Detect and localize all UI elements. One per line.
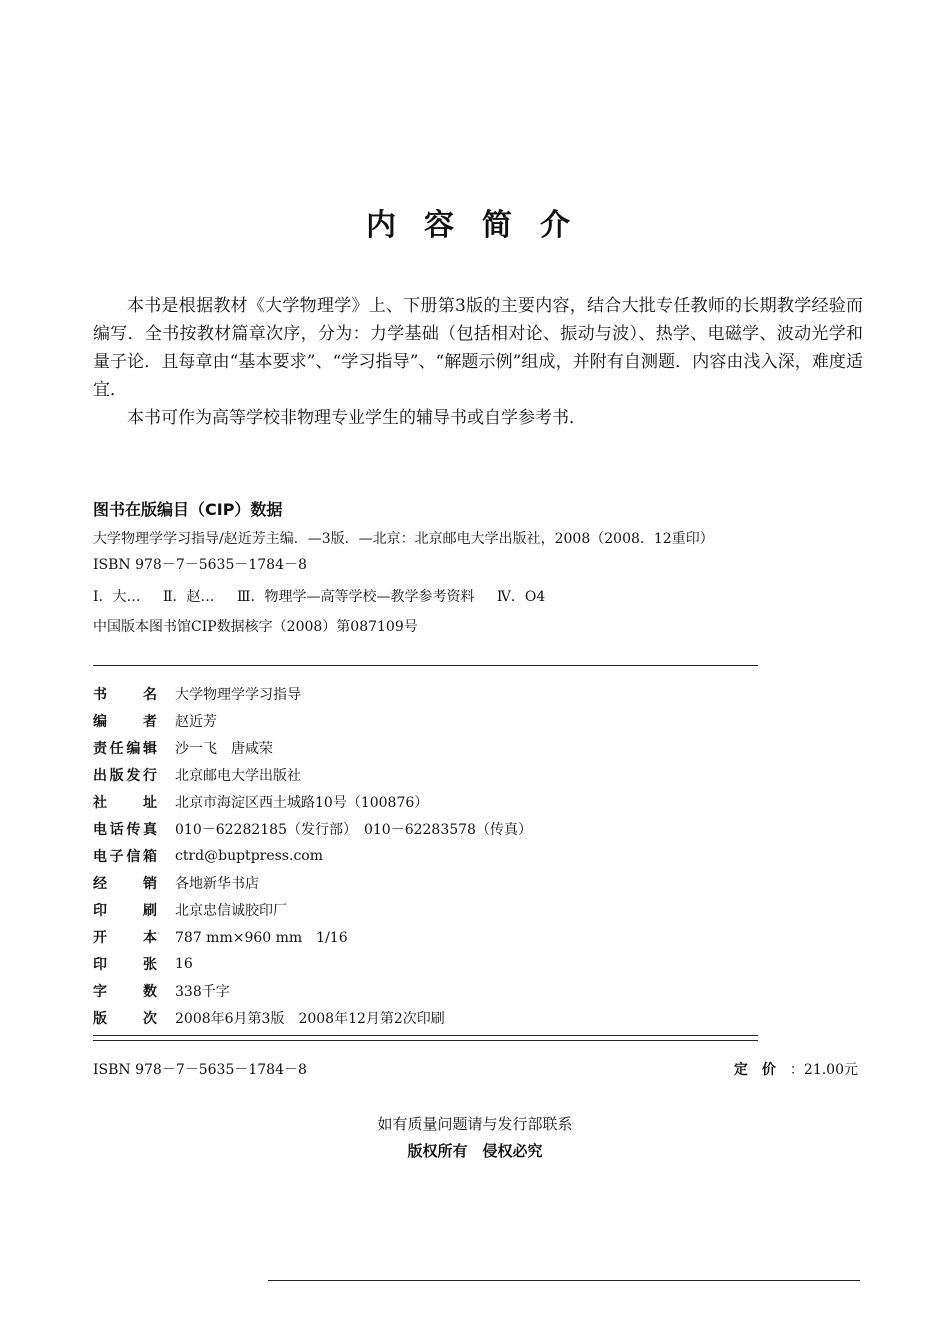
cip-number: 中国版本图书馆CIP数据核字（2008）第087109号 [93, 619, 418, 635]
info-label-char: 次 [143, 1010, 157, 1027]
info-row [93, 977, 758, 1004]
info-row [93, 761, 758, 788]
info-value: 沙一飞 唐咸荣 [175, 740, 273, 757]
info-label [93, 738, 157, 758]
cip-heading: 图书在版编目（CIP）数据 [93, 500, 283, 519]
info-label-char: 话 [109, 821, 124, 838]
info-value: 赵近芳 [175, 713, 217, 730]
info-label-char: 发 [126, 767, 141, 784]
info-value: 北京邮电大学出版社 [175, 767, 301, 784]
footer-isbn: ISBN 978－7－5635－1784－8 [93, 1062, 307, 1078]
cip-record: 大学物理学学习指导/赵近芳主编．—3版．—北京：北京邮电大学出版社，2008（2008．12重印） [93, 531, 714, 547]
info-label-char: 行 [142, 767, 157, 784]
info-label-char: 印 [93, 956, 107, 973]
cip-class-item: Ⅰ．大… [93, 589, 141, 605]
info-label-char: 出 [93, 767, 107, 784]
info-label-char: 版 [109, 767, 124, 784]
info-label-char: 传 [126, 821, 141, 838]
info-label-char: 辑 [142, 740, 157, 757]
info-label-char: 名 [143, 686, 157, 703]
info-label-char: 箱 [142, 848, 157, 865]
info-label [93, 954, 157, 974]
info-label [93, 981, 157, 1001]
info-label-char: 经 [93, 875, 107, 892]
info-row [93, 842, 758, 869]
info-label [93, 873, 157, 893]
info-label-char: 张 [143, 956, 157, 973]
publication-info [93, 680, 758, 1031]
divider [93, 1035, 758, 1036]
info-value: 010－62282185（发行部） 010－62283578（传真） [175, 821, 532, 838]
info-value: 北京市海淀区西土城路10号（100876） [175, 794, 429, 811]
quality-notice: 如有质量问题请与发行部联系 [377, 1115, 573, 1133]
cip-class-item: Ⅱ．赵… [162, 589, 215, 605]
info-row [93, 950, 758, 977]
info-label-char: 责 [93, 740, 107, 757]
price-value: ：21.00元 [789, 1062, 858, 1078]
info-label-char: 子 [109, 848, 124, 865]
info-label [93, 765, 157, 785]
info-label-char: 销 [143, 875, 157, 892]
info-label-char: 信 [126, 848, 141, 865]
info-row [93, 788, 758, 815]
cip-isbn: ISBN 978－7－5635－1784－8 [93, 557, 307, 573]
info-label-char: 社 [93, 794, 107, 811]
cip-class-item: Ⅲ．物理学—高等学校—教学参考资料 [236, 589, 475, 605]
info-label-char: 编 [126, 740, 141, 757]
intro-section [93, 292, 863, 432]
info-row [93, 680, 758, 707]
page-title: 内容简介 [366, 208, 598, 243]
info-label [93, 684, 157, 704]
info-label [93, 819, 157, 839]
info-row [93, 896, 758, 923]
info-row [93, 734, 758, 761]
cip-block [93, 497, 773, 636]
info-label-char: 真 [142, 821, 157, 838]
info-label-char: 开 [93, 929, 107, 946]
info-label-char: 字 [93, 983, 107, 1000]
info-row [93, 869, 758, 896]
info-label [93, 900, 157, 920]
info-label-char: 编 [93, 713, 107, 730]
info-label [93, 1008, 157, 1028]
info-value: 大学物理学学习指导 [175, 686, 301, 703]
price-label: 定 价 [733, 1062, 776, 1078]
info-row [93, 707, 758, 734]
divider [93, 1040, 758, 1041]
info-row [93, 815, 758, 842]
info-label [93, 846, 157, 866]
info-value: 16 [175, 955, 193, 972]
info-label-char: 任 [109, 740, 124, 757]
info-label-char: 版 [93, 1010, 107, 1027]
info-label-char: 电 [93, 848, 107, 865]
info-label [93, 711, 157, 731]
intro-paragraph-1: 本书是根据教材《大学物理学》上、下册第3版的主要内容，结合大批专任教师的长期教学经验而编写．全书按教材篇章次序，分为：力学基础（包括相对论、振动与波）、热学、电磁学、波动光学和量子论．且每章由“基本要求”、“学习指导”、“解题示例”组成，并附有自测题．内容由浅入深，难度适宜． [93, 296, 863, 400]
info-label-char: 刷 [143, 902, 157, 919]
info-label [93, 792, 157, 812]
info-value: 2008年6月第3版 2008年12月第2次印刷 [175, 1010, 445, 1027]
copyright-notice: 版权所有 侵权必究 [407, 1142, 543, 1160]
info-label-char: 址 [143, 794, 157, 811]
cip-class-item: Ⅳ．O4 [496, 589, 546, 605]
info-label-char: 本 [143, 929, 157, 946]
info-value: 787 mm×960 mm 1/16 [175, 929, 348, 946]
info-row [93, 923, 758, 950]
bottom-rule [268, 1280, 860, 1281]
info-value: 北京忠信诚胶印厂 [175, 902, 287, 919]
cip-classification [93, 586, 773, 606]
divider [93, 665, 758, 666]
info-value: 338千字 [175, 983, 230, 1000]
info-value: ctrd@buptpress.com [175, 847, 323, 864]
info-label-char: 印 [93, 902, 107, 919]
info-label [93, 927, 157, 947]
intro-paragraph-2: 本书可作为高等学校非物理专业学生的辅导书或自学参考书． [127, 408, 586, 428]
price [734, 1059, 858, 1079]
info-label-char: 数 [143, 983, 157, 1000]
info-label-char: 者 [143, 713, 157, 730]
info-row [93, 1004, 758, 1031]
info-value: 各地新华书店 [175, 875, 259, 892]
info-label-char: 书 [93, 686, 107, 703]
info-label-char: 电 [93, 821, 107, 838]
